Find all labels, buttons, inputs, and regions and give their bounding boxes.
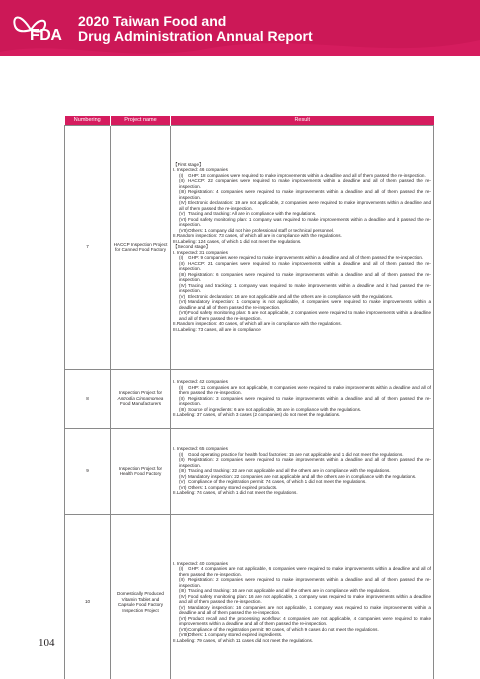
result-line-tag: (III) bbox=[179, 189, 186, 195]
result-line bbox=[173, 396, 431, 407]
project-name bbox=[111, 369, 171, 428]
result-line-tag: (V) bbox=[179, 604, 186, 610]
result-line-tag: (I) bbox=[179, 255, 184, 261]
project-name-italic: Antrodia Cinnamomea bbox=[117, 395, 164, 401]
column-header-project-name: Project name bbox=[111, 116, 171, 125]
result-line-text: GHP: 4 companies are not applicable, 6 companies were required to make improvements within a deadline and all of them passed the re-inspection. bbox=[179, 566, 431, 577]
result-line-text: Tracing and tracking: 1 company was required to make improvements within a deadline and it had passed the re-inspection. bbox=[179, 282, 431, 294]
result-line-tag: (VII) bbox=[179, 626, 188, 632]
result-line: II.Random inspection: 40 cases, of which all are in compliance with the regulations. bbox=[173, 321, 342, 327]
result-line-tag: (IV) bbox=[179, 593, 187, 599]
result-line-text: Others: 1 company stored expired products. bbox=[188, 484, 278, 490]
project-name: Domestically Produced Vitamin Tablet and Capsule Food Factory Inspection Project bbox=[111, 514, 171, 679]
result-line bbox=[173, 577, 431, 588]
result-line-text: Mandatory inspection: 16 companies are not applicable, 1 company was required to make improvements within a deadline and all of them passed the re-inspection. bbox=[179, 604, 431, 616]
result-line-text: Good operating practice for health food factories: 15 are not applicable and 1 did not meet the regulations. bbox=[188, 451, 404, 457]
result-line-text: Food safety monitoring plan: 16 are not applicable, 1 company was required to make improvements within a deadline and all of them passed the re-inspection. bbox=[179, 593, 431, 605]
report-title-line1: 2020 Taiwan Food and bbox=[78, 13, 227, 29]
page-number: 104 bbox=[38, 637, 55, 649]
result-line bbox=[173, 189, 431, 200]
row-number: 9 bbox=[65, 428, 111, 514]
project-name: HACCP Inspection Project for Canned Food Factory bbox=[111, 125, 171, 369]
result-line: I. Inspected: 65 companies bbox=[173, 446, 228, 452]
table-row bbox=[65, 428, 434, 514]
result-line-tag: (II) bbox=[179, 577, 185, 583]
result-line bbox=[173, 200, 431, 211]
result-line-tag: (VII) bbox=[179, 227, 188, 233]
result-line-text: HACCP: 21 companies were required to make improvements within a deadline and all of them passed the re-inspection. bbox=[179, 260, 431, 272]
result-cell bbox=[171, 428, 434, 514]
result-line: I. Inspected: 31 companies bbox=[173, 249, 228, 255]
result-line-text: Mandatory inspection: 1 company is not applicable, 4 companies were required to make improvements within a deadline and all of them passed the re-inspection. bbox=[179, 299, 431, 310]
result-line-tag: (I) bbox=[179, 451, 184, 457]
result-cell bbox=[171, 369, 434, 428]
row-number: 7 bbox=[65, 125, 111, 369]
result-line-tag: (VII) bbox=[179, 310, 188, 316]
result-line: II.Labeling: 37 cases, of which 3 cases (2 companies) do not meet the regulations. bbox=[173, 412, 341, 418]
report-header bbox=[0, 0, 480, 56]
result-line-text: Compliance of the registration permit: 74 cases, of which 1 did not meet the regulations. bbox=[188, 479, 367, 485]
result-line-tag: (VIII) bbox=[179, 632, 189, 638]
result-line-tag: (V) bbox=[179, 479, 186, 485]
result-line-text: Registration: 4 companies were required to make improvements within a deadline and all of them passed the re-inspection. bbox=[179, 189, 431, 200]
result-line: 【First stage】 bbox=[173, 161, 204, 167]
result-line bbox=[173, 605, 431, 616]
table-header-row bbox=[65, 116, 434, 125]
result-line bbox=[173, 272, 431, 283]
result-line-text: Electronic declaration: 16 are not applicable and all the others are in compliance with the regulations. bbox=[188, 293, 394, 299]
result-line-tag: (III) bbox=[179, 406, 186, 412]
result-line-tag: (VI) bbox=[179, 615, 187, 621]
result-line-text: GHP: 9 companies were required to make improvements within a deadline and all of them passed the re-inspection. bbox=[188, 255, 424, 261]
result-line-text: Food safety monitoring plan: 5 are not applicable, 2 companies were required to make improvements within a deadline and all of them passed the re-inspection. bbox=[179, 310, 431, 321]
result-line-text: Registration: 6 companies were required to make improvements within a deadline and all of them passed the re-inspection. bbox=[179, 271, 431, 283]
report-title bbox=[78, 14, 313, 44]
result-cell bbox=[171, 125, 434, 369]
result-line-tag: (II) bbox=[179, 260, 185, 266]
result-line-tag: (II) bbox=[179, 178, 185, 184]
result-line-text: Tracing and tracking: 22 are not applicable and all the others are in compliance with the regulations. bbox=[188, 468, 391, 474]
result-line-tag: (V) bbox=[179, 293, 186, 299]
result-line-text: Registration: 2 companies were required to make improvements within a deadline and all of them passed the re-inspection. bbox=[179, 577, 431, 588]
result-line-tag: (I) bbox=[179, 566, 184, 572]
result-line: II.Labeling: 79 cases, of which 11 cases did not meet the regulations. bbox=[173, 637, 314, 643]
result-cell bbox=[171, 514, 434, 679]
row-number: 10 bbox=[65, 514, 111, 679]
result-line-tag: (VI) bbox=[179, 484, 187, 490]
result-line: 【Second stage】 bbox=[173, 244, 211, 250]
result-line-text: Food safety monitoring plan: 1 company was required to make improvements within a deadline and it passed the re-inspection. bbox=[179, 216, 431, 228]
column-header-numbering: Numbering bbox=[65, 116, 111, 125]
result-line-tag: (IV) bbox=[179, 282, 187, 288]
result-line-text: Others: 1 company stored expired ingredients. bbox=[188, 632, 283, 638]
result-line-tag: (IV) bbox=[179, 200, 187, 206]
result-line-text: Tracing and tracking: 16 are not applicable and all the others are in compliance with the regulations. bbox=[188, 588, 391, 594]
result-line bbox=[173, 261, 431, 272]
result-line: I. Inspected: 46 companies bbox=[173, 167, 228, 173]
table-row bbox=[65, 125, 434, 369]
result-line-text: HACCP: 22 companies were required to make improvements within a deadline and all of them passed the re-inspection. bbox=[179, 178, 431, 189]
result-line-tag: (II) bbox=[179, 457, 185, 463]
result-line-text: Mandatory inspection: 22 companies are not applicable and all the others are in compliance with the regulations. bbox=[188, 473, 417, 479]
result-line bbox=[173, 566, 431, 577]
result-line-text: Others: 1 company did not hire professional staff or technical personnel. bbox=[188, 227, 335, 233]
result-line bbox=[173, 616, 431, 627]
report-title-line2: Drug Administration Annual Report bbox=[78, 28, 313, 44]
result-line: II.Random inspection: 73 cases, of which all are in compliance with the regulations. bbox=[173, 233, 342, 239]
result-line-tag: (III) bbox=[179, 588, 186, 594]
result-line-text: GHP: 18 companies were required to make improvements within a deadline and all of them passed the re-inspection. bbox=[188, 172, 426, 178]
result-line: I. Inspected: 42 companies bbox=[173, 379, 228, 385]
result-line-text: Tracing and tracking: All are in compliance with the regulations. bbox=[188, 211, 317, 217]
result-line-tag: (VI) bbox=[179, 216, 187, 222]
result-line-text: Registration: 2 companies were required to make improvements within a deadline and all of them passed the re-inspection. bbox=[179, 457, 431, 468]
result-line-tag: (III) bbox=[179, 271, 186, 277]
result-line bbox=[173, 178, 431, 189]
result-line-text: Compliance of the registration permit: 90 cases, of which 9 cases do not meet the regulations. bbox=[188, 626, 379, 632]
result-line-tag: (VI) bbox=[179, 299, 187, 305]
project-name: Inspection Project for Health Food Factory bbox=[111, 428, 171, 514]
inspection-results-table bbox=[64, 116, 434, 679]
result-line-tag: (II) bbox=[179, 395, 185, 401]
result-line bbox=[173, 217, 431, 228]
result-line-tag: (V) bbox=[179, 211, 186, 217]
result-line-tag: (I) bbox=[179, 172, 184, 178]
result-line-tag: (III) bbox=[179, 468, 186, 474]
result-line-tag: (I) bbox=[179, 384, 184, 390]
column-header-result: Result bbox=[171, 116, 434, 125]
result-line-text: Electronic declaration: 19 are not applicable, 2 companies were required to make improvements within a deadline and all of them passed the re-inspection. bbox=[179, 200, 431, 211]
project-name-part: Inspection Project for bbox=[118, 390, 163, 396]
row-number: 8 bbox=[65, 369, 111, 428]
result-line bbox=[173, 457, 431, 468]
table-row bbox=[65, 369, 434, 428]
result-line bbox=[173, 385, 431, 396]
result-line bbox=[173, 283, 431, 294]
result-line bbox=[173, 299, 431, 310]
result-line-tag: (IV) bbox=[179, 473, 187, 479]
result-line-text: Product recall and the processing workflow: 4 companies are not applicable, 4 companies were required to make improvements within a deadline and all of them passed the re-inspection. bbox=[179, 615, 431, 627]
result-line-text: Source of ingredients: 6 are not applicable, 36 are in compliance with the regulations. bbox=[188, 406, 362, 412]
result-line: III.Labeling: 124 cases, of which 1 did not meet the regulations. bbox=[173, 238, 302, 244]
project-name-part: Food Manufacturers bbox=[119, 401, 162, 407]
result-line-text: GHP: 11 companies are not applicable, 8 companies were required to make improvements within a deadline and all of them passed the re-inspection. bbox=[179, 384, 431, 396]
result-line bbox=[173, 594, 431, 605]
result-line: II.Labeling: 74 cases, of which 1 did not meet the regulations. bbox=[173, 490, 298, 496]
result-line: I. Inspected: 40 companies bbox=[173, 560, 228, 566]
result-line bbox=[173, 310, 431, 321]
result-line: III.Labeling: 73 cases, all are in compliance bbox=[173, 326, 261, 332]
table-row bbox=[65, 514, 434, 679]
fda-logo-text: FDA bbox=[30, 27, 62, 44]
result-line-text: Registration: 3 companies were required to make improvements within a deadline and all of them passed the re-inspection. bbox=[179, 395, 431, 407]
